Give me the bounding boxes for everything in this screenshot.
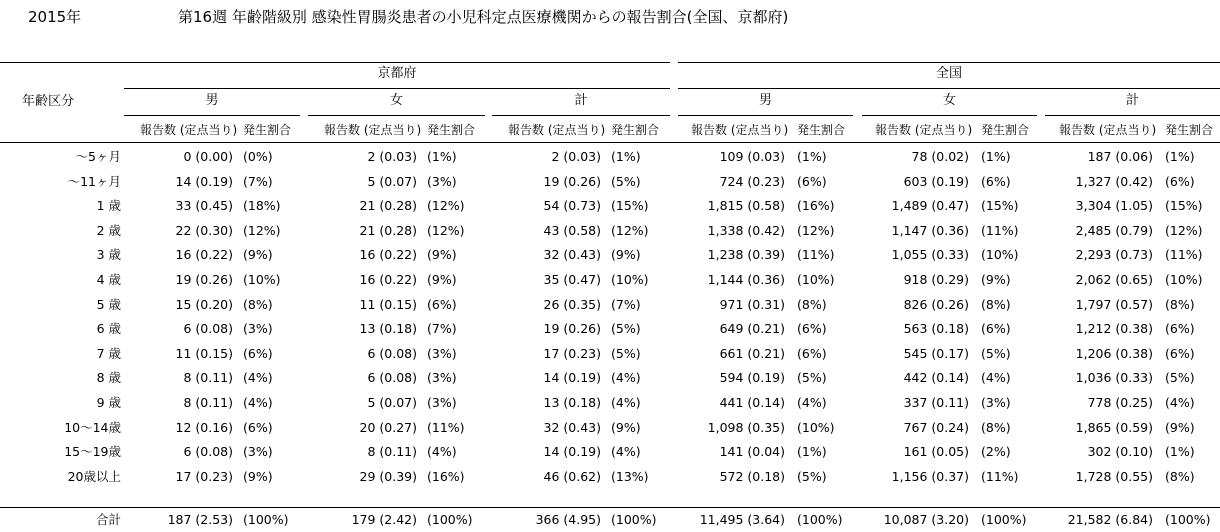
count-cell: 13 (0.18) [543, 395, 601, 410]
ratio-cell: (8%) [797, 297, 827, 312]
ratio-cell: (13%) [611, 469, 649, 484]
ratio-cell: (4%) [243, 395, 273, 410]
count-cell: 8 (0.11) [367, 444, 417, 459]
total-ratio-cell: (100%) [1165, 512, 1211, 527]
count-cell: 35 (0.47) [543, 272, 601, 287]
ratio-cell: (5%) [611, 174, 641, 189]
count-cell: 19 (0.26) [543, 321, 601, 336]
ratio-cell: (6%) [797, 321, 827, 336]
count-cell: 8 (0.11) [183, 395, 233, 410]
ratio-cell: (3%) [243, 444, 273, 459]
ratio-cell: (18%) [243, 198, 281, 213]
ratio-cell: (5%) [981, 346, 1011, 361]
count-cell: 2,485 (0.79) [1075, 223, 1153, 238]
total-count-cell: 21,582 (6.84) [1067, 512, 1153, 527]
count-cell: 2 (0.03) [367, 149, 417, 164]
ratio-cell: (0%) [243, 149, 273, 164]
count-cell: 767 (0.24) [903, 420, 969, 435]
ratio-cell: (1%) [427, 149, 457, 164]
report-year: 2015年 [28, 8, 82, 26]
ratio-cell: (12%) [427, 198, 465, 213]
count-cell: 13 (0.18) [359, 321, 417, 336]
count-cell: 109 (0.03) [719, 149, 785, 164]
ratio-cell: (10%) [797, 420, 835, 435]
total-ratio-cell: (100%) [611, 512, 657, 527]
ratio-cell: (1%) [981, 149, 1011, 164]
count-cell: 1,036 (0.33) [1075, 370, 1153, 385]
age-label: 1 歳 [96, 198, 121, 213]
ratio-cell: (10%) [243, 272, 281, 287]
count-cell: 6 (0.08) [367, 346, 417, 361]
ratio-cell: (4%) [611, 395, 641, 410]
ratio-cell: (1%) [1165, 444, 1195, 459]
sex-divider [862, 115, 1037, 116]
total-ratio-cell: (100%) [797, 512, 843, 527]
sex-divider [678, 115, 853, 116]
total-ratio-cell: (100%) [981, 512, 1027, 527]
sex-header-total: 計 [1125, 93, 1139, 108]
count-cell: 2,293 (0.73) [1075, 247, 1153, 262]
count-cell: 649 (0.21) [719, 321, 785, 336]
count-cell: 187 (0.06) [1087, 149, 1153, 164]
count-cell: 22 (0.30) [175, 223, 233, 238]
total-rule [0, 507, 1220, 508]
count-subheader: 報告数 (定点当り) [324, 123, 422, 137]
count-cell: 971 (0.31) [719, 297, 785, 312]
ratio-cell: (1%) [797, 149, 827, 164]
ratio-cell: (5%) [797, 469, 827, 484]
ratio-cell: (15%) [981, 198, 1019, 213]
ratio-cell: (12%) [427, 223, 465, 238]
count-cell: 337 (0.11) [903, 395, 969, 410]
count-cell: 6 (0.08) [367, 370, 417, 385]
count-cell: 17 (0.23) [175, 469, 233, 484]
count-cell: 1,797 (0.57) [1075, 297, 1153, 312]
count-cell: 43 (0.58) [543, 223, 601, 238]
count-cell: 19 (0.26) [175, 272, 233, 287]
age-label: 10～14歳 [64, 420, 121, 435]
count-cell: 16 (0.22) [359, 272, 417, 287]
count-cell: 0 (0.00) [183, 149, 233, 164]
ratio-cell: (5%) [797, 370, 827, 385]
count-cell: 20 (0.27) [359, 420, 417, 435]
count-cell: 17 (0.23) [543, 346, 601, 361]
total-count-cell: 10,087 (3.20) [883, 512, 969, 527]
ratio-cell: (8%) [981, 420, 1011, 435]
ratio-cell: (6%) [797, 174, 827, 189]
ratio-cell: (3%) [427, 395, 457, 410]
count-cell: 2,062 (0.65) [1075, 272, 1153, 287]
ratio-cell: (11%) [981, 223, 1019, 238]
ratio-cell: (6%) [981, 174, 1011, 189]
total-count-cell: 366 (4.95) [535, 512, 601, 527]
sex-header-female: 女 [942, 93, 956, 108]
ratio-cell: (12%) [797, 223, 835, 238]
count-cell: 6 (0.08) [183, 444, 233, 459]
ratio-cell: (9%) [981, 272, 1011, 287]
age-label: 9 歳 [96, 395, 121, 410]
table-top-rule [0, 62, 670, 63]
count-cell: 14 (0.19) [543, 370, 601, 385]
ratio-cell: (3%) [981, 395, 1011, 410]
count-subheader: 報告数 (定点当り) [140, 123, 238, 137]
ratio-cell: (9%) [243, 247, 273, 262]
ratio-cell: (10%) [797, 272, 835, 287]
count-cell: 1,212 (0.38) [1075, 321, 1153, 336]
ratio-cell: (11%) [1165, 247, 1203, 262]
ratio-cell: (1%) [1165, 149, 1195, 164]
ratio-cell: (6%) [1165, 174, 1195, 189]
count-cell: 441 (0.14) [719, 395, 785, 410]
count-cell: 1,156 (0.37) [891, 469, 969, 484]
count-cell: 1,728 (0.55) [1075, 469, 1153, 484]
count-cell: 29 (0.39) [359, 469, 417, 484]
sex-divider [492, 115, 670, 116]
count-cell: 826 (0.26) [903, 297, 969, 312]
total-count-cell: 179 (2.42) [351, 512, 417, 527]
count-cell: 1,147 (0.36) [891, 223, 969, 238]
count-cell: 14 (0.19) [543, 444, 601, 459]
count-cell: 161 (0.05) [903, 444, 969, 459]
ratio-cell: (4%) [797, 395, 827, 410]
age-label: 5 歳 [96, 297, 121, 312]
count-cell: 141 (0.04) [719, 444, 785, 459]
count-cell: 1,238 (0.39) [707, 247, 785, 262]
count-cell: 5 (0.07) [367, 174, 417, 189]
ratio-cell: (9%) [427, 247, 457, 262]
ratio-cell: (11%) [981, 469, 1019, 484]
ratio-cell: (15%) [1165, 198, 1203, 213]
ratio-cell: (3%) [427, 370, 457, 385]
count-cell: 11 (0.15) [359, 297, 417, 312]
count-cell: 1,144 (0.36) [707, 272, 785, 287]
ratio-cell: (4%) [611, 444, 641, 459]
age-label: 2 歳 [96, 223, 121, 238]
ratio-cell: (10%) [981, 247, 1019, 262]
ratio-cell: (9%) [427, 272, 457, 287]
sex-divider [1045, 115, 1220, 116]
count-cell: 19 (0.26) [543, 174, 601, 189]
count-subheader: 報告数 (定点当り) [875, 123, 973, 137]
count-cell: 1,055 (0.33) [891, 247, 969, 262]
count-cell: 1,815 (0.58) [707, 198, 785, 213]
total-label: 合計 [95, 512, 121, 527]
count-cell: 16 (0.22) [175, 247, 233, 262]
age-label: 3 歳 [96, 247, 121, 262]
region-header-kyoto: 京都府 [377, 66, 417, 81]
age-label: 8 歳 [96, 370, 121, 385]
ratio-cell: (16%) [797, 198, 835, 213]
count-cell: 11 (0.15) [175, 346, 233, 361]
sex-divider [124, 115, 300, 116]
ratio-cell: (1%) [611, 149, 641, 164]
total-count-cell: 11,495 (3.64) [699, 512, 785, 527]
region-divider [124, 88, 670, 89]
ratio-cell: (4%) [1165, 395, 1195, 410]
report-title: 第16週 年齢階級別 感染性胃腸炎患者の小児科定点医療機関からの報告割合(全国、京都府) [178, 8, 789, 26]
count-cell: 724 (0.23) [719, 174, 785, 189]
sex-header-female: 女 [389, 93, 403, 108]
ratio-cell: (12%) [611, 223, 649, 238]
ratio-cell: (2%) [981, 444, 1011, 459]
ratio-cell: (8%) [981, 297, 1011, 312]
count-cell: 21 (0.28) [359, 223, 417, 238]
ratio-cell: (4%) [611, 370, 641, 385]
ratio-cell: (4%) [981, 370, 1011, 385]
sex-divider [308, 115, 485, 116]
total-count-cell: 187 (2.53) [167, 512, 233, 527]
ratio-subheader: 発生割合 [797, 123, 846, 137]
count-cell: 3,304 (1.05) [1075, 198, 1153, 213]
ratio-cell: (3%) [427, 174, 457, 189]
table-top-rule [678, 62, 1220, 63]
ratio-cell: (15%) [611, 198, 649, 213]
count-cell: 12 (0.16) [175, 420, 233, 435]
count-cell: 14 (0.19) [175, 174, 233, 189]
count-cell: 1,338 (0.42) [707, 223, 785, 238]
count-cell: 32 (0.43) [543, 420, 601, 435]
ratio-cell: (6%) [1165, 346, 1195, 361]
count-cell: 46 (0.62) [543, 469, 601, 484]
ratio-cell: (4%) [243, 370, 273, 385]
count-cell: 8 (0.11) [183, 370, 233, 385]
count-cell: 15 (0.20) [175, 297, 233, 312]
count-cell: 1,327 (0.42) [1075, 174, 1153, 189]
ratio-cell: (1%) [797, 444, 827, 459]
ratio-cell: (12%) [243, 223, 281, 238]
age-label: 7 歳 [96, 346, 121, 361]
ratio-cell: (6%) [243, 420, 273, 435]
count-cell: 572 (0.18) [719, 469, 785, 484]
count-cell: 26 (0.35) [543, 297, 601, 312]
age-label: 6 歳 [96, 321, 121, 336]
ratio-cell: (6%) [427, 297, 457, 312]
count-cell: 32 (0.43) [543, 247, 601, 262]
sex-header-male: 男 [205, 93, 219, 108]
count-cell: 1,865 (0.59) [1075, 420, 1153, 435]
ratio-cell: (7%) [611, 297, 641, 312]
ratio-cell: (9%) [611, 420, 641, 435]
count-cell: 778 (0.25) [1087, 395, 1153, 410]
ratio-cell: (16%) [427, 469, 465, 484]
ratio-cell: (5%) [611, 346, 641, 361]
count-cell: 16 (0.22) [359, 247, 417, 262]
age-label: ～5ヶ月 [75, 149, 121, 164]
total-ratio-cell: (100%) [243, 512, 289, 527]
ratio-subheader: 発生割合 [1165, 123, 1214, 137]
ratio-cell: (11%) [427, 420, 465, 435]
header-bottom-rule [0, 142, 1220, 143]
ratio-cell: (10%) [1165, 272, 1203, 287]
ratio-subheader: 発生割合 [427, 123, 476, 137]
count-subheader: 報告数 (定点当り) [508, 123, 606, 137]
count-cell: 302 (0.10) [1087, 444, 1153, 459]
ratio-cell: (7%) [427, 321, 457, 336]
count-cell: 442 (0.14) [903, 370, 969, 385]
ratio-cell: (8%) [1165, 297, 1195, 312]
ratio-cell: (5%) [611, 321, 641, 336]
ratio-cell: (3%) [243, 321, 273, 336]
age-label: ～11ヶ月 [67, 174, 121, 189]
ratio-cell: (12%) [1165, 223, 1203, 238]
ratio-subheader: 発生割合 [611, 123, 660, 137]
count-cell: 78 (0.02) [911, 149, 969, 164]
count-cell: 54 (0.73) [543, 198, 601, 213]
count-subheader: 報告数 (定点当り) [691, 123, 789, 137]
count-cell: 21 (0.28) [359, 198, 417, 213]
count-cell: 603 (0.19) [903, 174, 969, 189]
ratio-subheader: 発生割合 [243, 123, 292, 137]
ratio-cell: (8%) [1165, 469, 1195, 484]
count-cell: 5 (0.07) [367, 395, 417, 410]
sex-header-male: 男 [758, 93, 772, 108]
ratio-cell: (9%) [243, 469, 273, 484]
age-header: 年齢区分 [22, 94, 75, 109]
total-ratio-cell: (100%) [427, 512, 473, 527]
sex-header-total: 計 [574, 93, 588, 108]
ratio-cell: (6%) [1165, 321, 1195, 336]
ratio-cell: (8%) [243, 297, 273, 312]
count-cell: 2 (0.03) [551, 149, 601, 164]
count-cell: 594 (0.19) [719, 370, 785, 385]
age-label: 20歳以上 [67, 469, 121, 484]
ratio-cell: (6%) [243, 346, 273, 361]
region-header-national: 全国 [935, 66, 962, 81]
count-cell: 1,489 (0.47) [891, 198, 969, 213]
count-cell: 661 (0.21) [719, 346, 785, 361]
count-cell: 33 (0.45) [175, 198, 233, 213]
ratio-cell: (10%) [611, 272, 649, 287]
count-cell: 1,206 (0.38) [1075, 346, 1153, 361]
ratio-cell: (11%) [797, 247, 835, 262]
count-cell: 563 (0.18) [903, 321, 969, 336]
ratio-cell: (7%) [243, 174, 273, 189]
age-label: 15～19歳 [64, 444, 121, 459]
count-cell: 545 (0.17) [903, 346, 969, 361]
ratio-cell: (9%) [1165, 420, 1195, 435]
count-cell: 918 (0.29) [903, 272, 969, 287]
ratio-subheader: 発生割合 [981, 123, 1030, 137]
count-cell: 6 (0.08) [183, 321, 233, 336]
region-divider [678, 88, 1220, 89]
count-subheader: 報告数 (定点当り) [1059, 123, 1157, 137]
ratio-cell: (9%) [611, 247, 641, 262]
ratio-cell: (5%) [1165, 370, 1195, 385]
age-label: 4 歳 [96, 272, 121, 287]
ratio-cell: (6%) [797, 346, 827, 361]
ratio-cell: (3%) [427, 346, 457, 361]
ratio-cell: (6%) [981, 321, 1011, 336]
ratio-cell: (4%) [427, 444, 457, 459]
count-cell: 1,098 (0.35) [707, 420, 785, 435]
